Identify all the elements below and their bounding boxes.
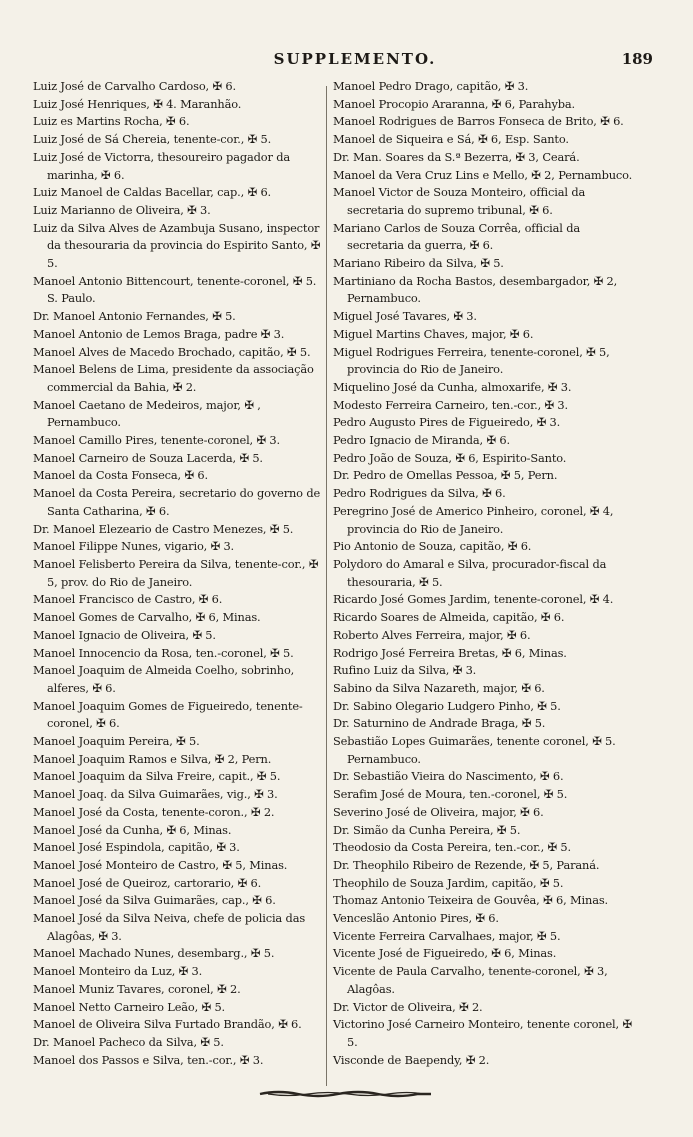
entry: Dr. Pedro de Omellas Pessoa, ✠ 5, Pern. (333, 468, 558, 483)
entry: Dr. Victor de Oliveira, ✠ 2. (333, 999, 483, 1014)
entry: Pedro João de Souza, ✠ 6, Espirito-Santo. (333, 450, 567, 465)
entry: Vicente José de Figueiredo, ✠ 6, Minas. (333, 946, 557, 961)
entry: Theophilo de Souza Jardim, capitão, ✠ 5. (333, 875, 564, 890)
entry: Manoel dos Passos e Silva, ten.-cor., ✠ 3. (33, 1052, 264, 1067)
entry: Manoel Pedro Drago, capitão, ✠ 3. (333, 79, 529, 93)
entry: Manoel de Oliveira Silva Furtado Brandão, ✠ 6. (33, 1017, 302, 1032)
entry: Miguel Martins Chaves, major, ✠ 6. (333, 326, 534, 341)
entry: Pedro Rodrigues da Silva, ✠ 6. (333, 486, 506, 501)
entry: Theodosio da Costa Pereira, ten.-cor., ✠ 5. (333, 840, 571, 855)
left-column (33, 78, 323, 1069)
entry: Manoel da Costa Pereira, secretario do governo de Santa Catharina, ✠ 6. (33, 486, 321, 518)
entry: Polydoro do Amaral e Silva, procurador-fiscal da thesouraria, ✠ 5. (333, 556, 607, 589)
entry: Peregrino José de Americo Pinheiro, coronel, ✠ 4, provincia do Rio de Janeiro. (333, 503, 614, 536)
column-divider (326, 86, 327, 1086)
entry: Manoel José Espindola, capitão, ✠ 3. (33, 840, 240, 855)
page-header (0, 50, 693, 76)
entry: Manoel Belens de Lima, presidente da associação commercial da Bahia, ✠ 2. (33, 362, 314, 394)
running-title: SUPPLEMENTO. (273, 50, 437, 68)
entry: Luiz José de Carvalho Cardoso, ✠ 6. (33, 79, 236, 93)
entry: Luiz José de Sá Chereia, tenente-cor., ✠ 5. (33, 132, 272, 147)
entry: Miguel José Tavares, ✠ 3. (333, 309, 477, 324)
entry: Manoel Caetano de Medeiros, major, ✠ , Pernambuco. (33, 397, 261, 430)
entry: Manoel José da Silva Guimarães, cap., ✠ 6. (33, 893, 276, 908)
entry: Manoel Antonio Bittencourt, tenente-coronel, ✠ 5. S. Paulo. (33, 273, 317, 306)
entry: Rodrigo José Ferreira Bretas, ✠ 6, Minas. (333, 645, 567, 660)
entry: Victorino José Carneiro Monteiro, tenente coronel, ✠ 5. (333, 1017, 632, 1049)
entry: Miquelino José da Cunha, almoxarife, ✠ 3. (333, 379, 572, 394)
entry: Manoel Innocencio da Rosa, ten.-coronel, ✠ 5. (33, 645, 294, 660)
entry: Vicente Ferreira Carvalhaes, major, ✠ 5. (333, 928, 561, 943)
entry: Visconde de Baependy, ✠ 2. (333, 1052, 490, 1067)
entry: Manoel Joaquim Ramos e Silva, ✠ 2, Pern. (33, 751, 272, 766)
entry: Mariano Carlos de Souza Corrêa, official da secretaria da guerra, ✠ 6. (333, 220, 581, 253)
entry: Dr. Simão da Cunha Pereira, ✠ 5. (333, 822, 521, 837)
entry: Manoel Joaquim de Almeida Coelho, sobrinho, alferes, ✠ 6. (33, 663, 295, 695)
entry: Manoel Filippe Nunes, vigario, ✠ 3. (33, 539, 235, 554)
entry: Luiz es Martins Rocha, ✠ 6. (33, 114, 190, 129)
entry: Manoel Gomes de Carvalho, ✠ 6, Minas. (33, 610, 261, 625)
entry: Manoel Muniz Tavares, coronel, ✠ 2. (33, 981, 241, 996)
entry: Thomaz Antonio Teixeira de Gouvêa, ✠ 6, Minas. (333, 893, 609, 908)
entry: Sebastião Lopes Guimarães, tenente coronel, ✠ 5. Pernambuco. (333, 734, 616, 766)
entry: Pedro Ignacio de Miranda, ✠ 6. (333, 433, 510, 448)
entry: Manoel Joaquim Pereira, ✠ 5. (33, 734, 200, 749)
entry: Manoel Victor de Souza Monteiro, official da secretaria do supremo tribunal, ✠ 6. (333, 185, 586, 217)
entry: Manoel Joaquim da Silva Freire, capit., ✠ 5. (33, 769, 281, 784)
entry: Manoel José de Queiroz, cartorario, ✠ 6. (33, 875, 262, 890)
entry: Manoel da Costa Fonseca, ✠ 6. (33, 468, 208, 483)
entry: Manoel Procopio Araranna, ✠ 6, Parahyba. (333, 96, 575, 111)
entry: Manoel Monteiro da Luz, ✠ 3. (33, 964, 203, 979)
entry: Dr. Sebastião Vieira do Nascimento, ✠ 6. (333, 769, 564, 784)
entry: Roberto Alves Ferreira, major, ✠ 6. (333, 627, 531, 642)
entry: Serafim José de Moura, ten.-coronel, ✠ 5. (333, 787, 568, 802)
entry: Manoel Camillo Pires, tenente-coronel, ✠ 3. (33, 433, 280, 448)
entry: Manoel Joaq. da Silva Guimarães, vig., ✠ 3. (33, 787, 278, 802)
entry: Dr. Manoel Pacheco da Silva, ✠ 5. (33, 1034, 224, 1049)
entry: Manoel Felisberto Pereira da Silva, tenente-cor., ✠ 5, prov. do Rio de Janeiro. (33, 556, 319, 589)
entry: Luiz da Silva Alves de Azambuja Susano, inspector da thesouraria da provincia do Espirito Santo, ✠ 5. (33, 220, 321, 271)
entry: Manoel Francisco de Castro, ✠ 6. (33, 592, 223, 607)
entry: Manoel José Monteiro de Castro, ✠ 5, Minas. (33, 857, 288, 872)
entry: Manoel José da Cunha, ✠ 6, Minas. (33, 822, 232, 837)
entry: Dr. Man. Soares da S.ª Bezerra, ✠ 3, Ceará. (333, 149, 580, 164)
entry: Manoel Netto Carneiro Leão, ✠ 5. (33, 999, 226, 1014)
entry: Manoel Antonio de Lemos Braga, padre ✠ 3. (33, 326, 285, 341)
entry: Rufino Luiz da Silva, ✠ 3. (333, 663, 477, 678)
entry: Venceslão Antonio Pires, ✠ 6. (333, 911, 499, 926)
entry: Vicente de Paula Carvalho, tenente-coronel, ✠ 3, Alagôas. (333, 964, 608, 996)
page-number: 189 (621, 50, 653, 68)
entry: Mariano Ribeiro da Silva, ✠ 5. (333, 256, 504, 271)
entry: Ricardo Soares de Almeida, capitão, ✠ 6. (333, 610, 565, 625)
entry: Pio Antonio de Souza, capitão, ✠ 6. (333, 539, 532, 554)
entry: Dr. Manoel Elezeario de Castro Menezes, ✠ 5. (33, 521, 294, 536)
entry: Luiz Manoel de Caldas Bacellar, cap., ✠ 6. (33, 185, 272, 200)
right-column (333, 78, 633, 1069)
entry: Dr. Theophilo Ribeiro de Rezende, ✠ 5, Paraná. (333, 857, 600, 872)
entry: Dr. Sabino Olegario Ludgero Pinho, ✠ 5. (333, 698, 561, 713)
entry: Manoel José da Silva Neiva, chefe de policia das Alagôas, ✠ 3. (33, 911, 306, 943)
entry: Luiz Marianno de Oliveira, ✠ 3. (33, 202, 211, 217)
entry: Manoel Ignacio de Oliveira, ✠ 5. (33, 627, 216, 642)
entry: Manoel Alves de Macedo Brochado, capitão, ✠ 5. (33, 344, 311, 359)
entry: Manoel de Siqueira e Sá, ✠ 6, Esp. Santo. (333, 132, 569, 147)
end-ornament (258, 1089, 433, 1099)
entry: Manoel da Vera Cruz Lins e Mello, ✠ 2, Pernambuco. (333, 167, 633, 182)
entry: Luiz José Henriques, ✠ 4. Maranhão. (33, 96, 242, 111)
entry: Pedro Augusto Pires de Figueiredo, ✠ 3. (333, 415, 561, 430)
entry: Luiz José de Victorra, thesoureiro pagador da marinha, ✠ 6. (33, 149, 291, 182)
entry: Manoel Carneiro de Souza Lacerda, ✠ 5. (33, 450, 263, 465)
entry: Manoel Rodrigues de Barros Fonseca de Brito, ✠ 6. (333, 114, 624, 129)
entry: Dr. Saturnino de Andrade Braga, ✠ 5. (333, 716, 546, 731)
entry: Miguel Rodrigues Ferreira, tenente-coronel, ✠ 5, provincia do Rio de Janeiro. (333, 344, 610, 377)
entry: Severino José de Oliveira, major, ✠ 6. (333, 804, 544, 819)
entry: Modesto Ferreira Carneiro, ten.-cor., ✠ 3. (333, 397, 568, 412)
entry: Martiniano da Rocha Bastos, desembargador, ✠ 2, Pernambuco. (333, 273, 618, 306)
entry: Dr. Manoel Antonio Fernandes, ✠ 5. (33, 309, 236, 324)
entry: Manoel José da Costa, tenente-coron., ✠ 2. (33, 804, 275, 819)
entry: Ricardo José Gomes Jardim, tenente-coronel, ✠ 4. (333, 592, 614, 607)
entry: Manoel Joaquim Gomes de Figueiredo, tenente-coronel, ✠ 6. (33, 698, 303, 731)
entry: Manoel Machado Nunes, desembarg., ✠ 5. (33, 946, 275, 961)
entry: Sabino da Silva Nazareth, major, ✠ 6. (333, 680, 545, 695)
